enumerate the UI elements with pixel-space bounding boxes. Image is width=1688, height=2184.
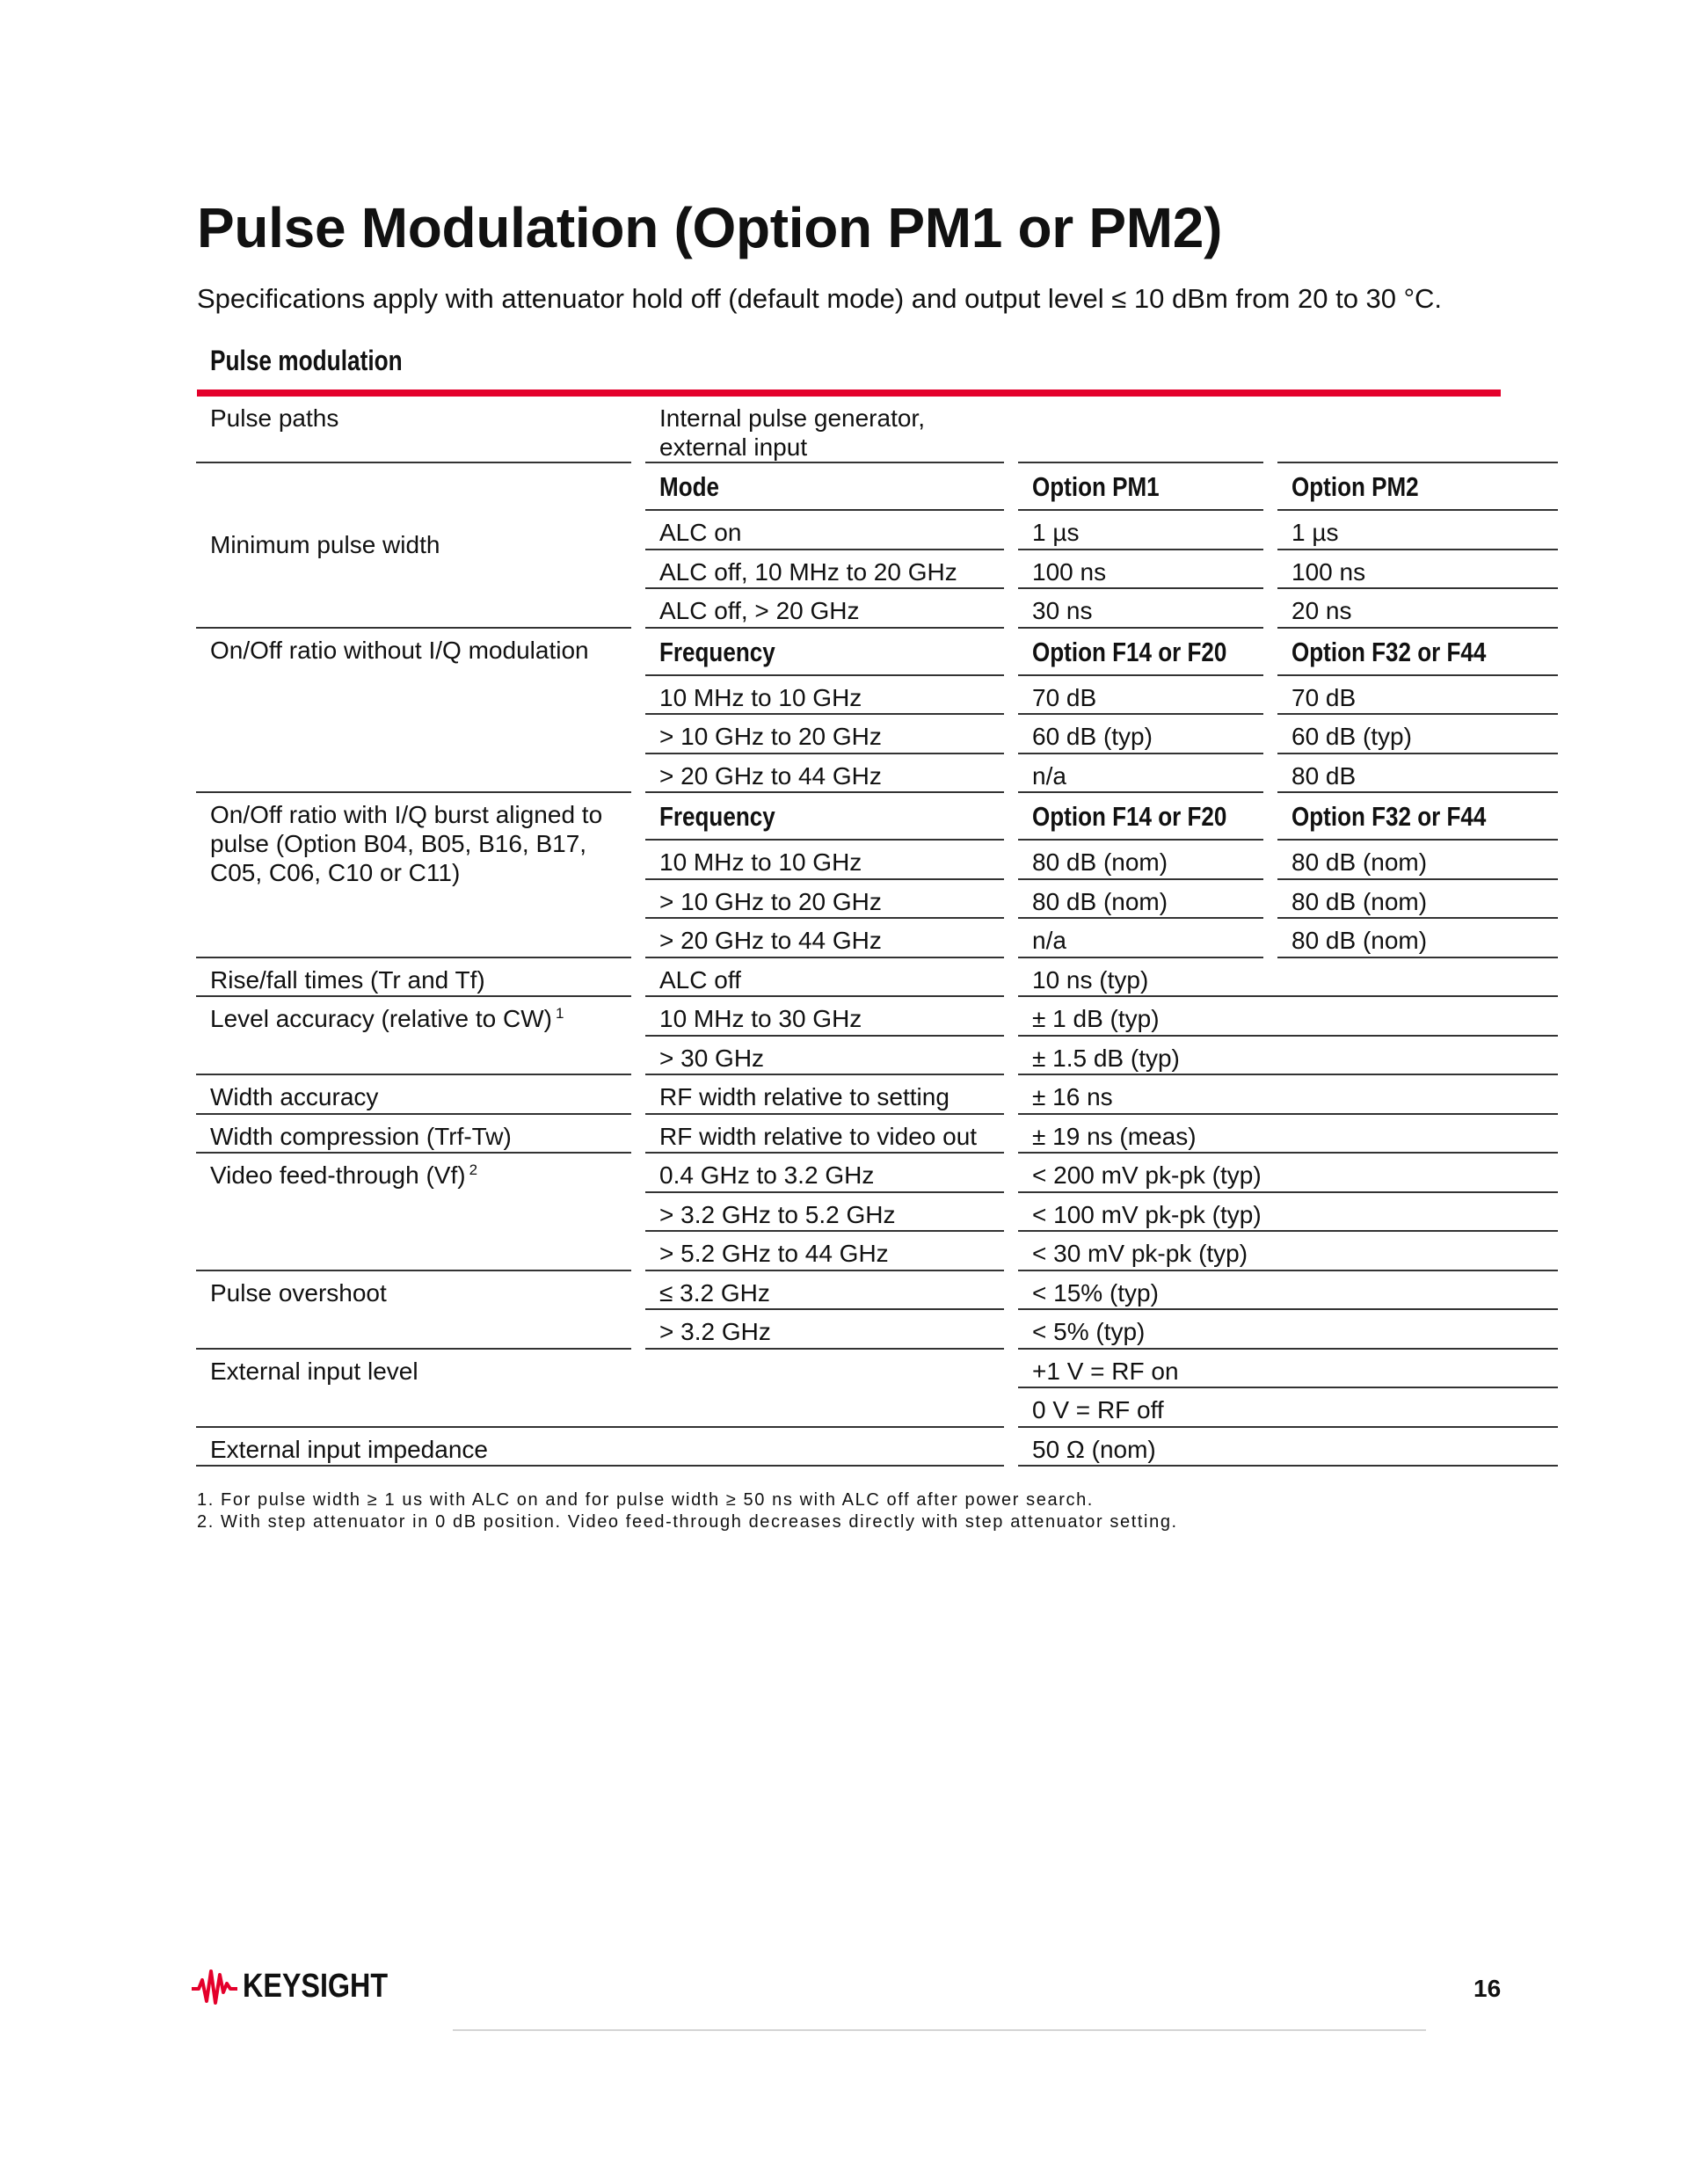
- row-label: [196, 629, 631, 794]
- cell-text: 10 MHz to 10 GHz: [659, 848, 862, 876]
- cell-text: > 20 GHz to 44 GHz: [659, 927, 882, 954]
- cell-text: < 100 mV pk-pk (typ): [1032, 1200, 1262, 1228]
- table-cell: [1277, 397, 1558, 463]
- table-row: [196, 629, 1558, 676]
- footnote-2: 2. With step attenuator in 0 dB position. Video feed-through decreases directly with step attenuator setting.: [197, 1512, 1178, 1532]
- table-cell: [645, 1193, 1004, 1233]
- cell-text: ALC off, > 20 GHz: [659, 597, 860, 624]
- cell-text: > 10 GHz to 20 GHz: [659, 887, 882, 915]
- table-row: [196, 1428, 1558, 1467]
- table-cell: [1277, 841, 1558, 880]
- row-label: [196, 958, 631, 998]
- table-cell: [1018, 1075, 1558, 1115]
- cell-text: 20 ns: [1291, 597, 1352, 624]
- column-header: [1277, 463, 1558, 511]
- cell-text: Video feed-through (Vf): [210, 1161, 466, 1189]
- row-label: [196, 1115, 631, 1154]
- cell-text: Option PM1: [1032, 471, 1160, 502]
- cell-text: ± 19 ns (meas): [1032, 1122, 1197, 1150]
- table-cell: [645, 589, 1004, 629]
- table-cell: [645, 550, 1004, 590]
- cell-text: Minimum pulse width: [210, 531, 440, 559]
- row-label: [196, 463, 631, 629]
- cell-text: 10 ns (typ): [1032, 965, 1149, 994]
- table-cell: [1018, 715, 1263, 754]
- row-label: [196, 397, 631, 463]
- cell-text: 10 MHz to 10 GHz: [659, 683, 862, 711]
- table-row: [196, 463, 1558, 511]
- row-label: [196, 1271, 631, 1350]
- table-row: [196, 397, 1558, 463]
- cell-text: > 10 GHz to 20 GHz: [659, 723, 882, 750]
- cell-text: 1 µs: [1291, 519, 1339, 546]
- cell-text: 80 dB: [1291, 761, 1357, 790]
- table-cell: [1018, 550, 1263, 590]
- table-cell: [1018, 397, 1263, 463]
- row-label: [196, 1075, 631, 1115]
- table-cell: [1018, 1154, 1558, 1193]
- table-row: [196, 958, 1558, 998]
- table-cell: [1018, 1350, 1558, 1389]
- table-cell: [645, 1075, 1004, 1115]
- cell-text: > 5.2 GHz to 44 GHz: [659, 1240, 889, 1267]
- cell-text: 80 dB (nom): [1032, 848, 1168, 876]
- cell-text: 50 Ω (nom): [1032, 1435, 1156, 1463]
- table-cell: [1277, 880, 1558, 920]
- table-row: [196, 1075, 1558, 1115]
- cell-text: Pulse overshoot: [210, 1278, 387, 1307]
- table-cell: [645, 715, 1004, 754]
- footnotes: [197, 1489, 1178, 1533]
- column-header: [1277, 793, 1558, 841]
- table-cell: [1018, 1310, 1558, 1350]
- cell-text: 70 dB: [1291, 683, 1357, 711]
- table-cell: [645, 1232, 1004, 1271]
- cell-text: Option F32 or F44: [1291, 801, 1487, 832]
- table-cell: [1277, 589, 1558, 629]
- column-header: [645, 463, 1004, 511]
- cell-text: < 200 mV pk-pk (typ): [1032, 1161, 1262, 1189]
- cell-text: Frequency: [659, 636, 775, 667]
- table-cell: [645, 958, 1004, 998]
- table-cell: [645, 1271, 1004, 1311]
- cell-text: 1 µs: [1032, 519, 1080, 546]
- table-row: [196, 1271, 1558, 1311]
- cell-text: 100 ns: [1032, 557, 1107, 586]
- table-row: [196, 1350, 1558, 1389]
- cell-text: 30 ns: [1032, 597, 1093, 624]
- table-cell: [1018, 676, 1263, 716]
- footnote-ref: 1: [556, 1005, 564, 1022]
- column-header: [1018, 793, 1263, 841]
- cell-text: 80 dB (nom): [1032, 887, 1168, 915]
- cell: [645, 397, 1004, 463]
- table-cell: [1018, 1388, 1558, 1428]
- keysight-logo: [190, 1966, 413, 2006]
- cell-text: Option F14 or F20: [1032, 801, 1227, 832]
- cell-text: External input level: [210, 1357, 418, 1385]
- cell-text: n/a: [1032, 927, 1066, 954]
- table-row: [196, 997, 1558, 1037]
- cell-text: ALC on: [659, 519, 742, 546]
- cell-text: < 15% (typ): [1032, 1278, 1159, 1307]
- cell-text: ≤ 3.2 GHz: [659, 1278, 770, 1307]
- keysight-wave-icon: [190, 1966, 239, 2006]
- cell-text: +1 V = RF on: [1032, 1357, 1179, 1385]
- cell-text: ± 16 ns: [1032, 1083, 1113, 1110]
- cell-text: 80 dB (nom): [1291, 848, 1428, 876]
- cell-text: n/a: [1032, 761, 1066, 790]
- table-cell: [1018, 841, 1263, 880]
- table-cell: [645, 919, 1004, 958]
- table-cell: [645, 1310, 1004, 1350]
- table-row: [196, 1115, 1558, 1154]
- table-cell: [645, 1037, 1004, 1076]
- row-label: [196, 1350, 1004, 1428]
- column-header: [1277, 629, 1558, 676]
- cell-text: Level accuracy (relative to CW): [210, 1005, 553, 1032]
- cell-text: ALC off, 10 MHz to 20 GHz: [659, 557, 957, 586]
- cell-text: Internal pulse generator, external input: [659, 404, 925, 461]
- cell-text: RF width relative to video out: [659, 1122, 978, 1150]
- cell-text: > 20 GHz to 44 GHz: [659, 761, 882, 790]
- cell-text: Width compression (Trf-Tw): [210, 1122, 512, 1150]
- column-header: [1018, 629, 1263, 676]
- cell-text: 0.4 GHz to 3.2 GHz: [659, 1161, 875, 1189]
- cell-text: ± 1 dB (typ): [1032, 1005, 1160, 1032]
- cell-text: < 5% (typ): [1032, 1318, 1146, 1345]
- cell-text: 80 dB (nom): [1291, 887, 1428, 915]
- table-cell: [1277, 919, 1558, 958]
- table-cell: [1277, 715, 1558, 754]
- table-row: [196, 1154, 1558, 1193]
- table-cell: [645, 511, 1004, 550]
- table-row: [196, 793, 1558, 841]
- table-cell: [1277, 550, 1558, 590]
- table-cell: [1018, 1271, 1558, 1311]
- table-cell: [645, 841, 1004, 880]
- column-header: [645, 793, 1004, 841]
- cell-text: External input impedance: [210, 1435, 488, 1463]
- column-header: [645, 629, 1004, 676]
- page-subtitle: Specifications apply with attenuator hold off (default mode) and output level ≤ 10 dBm from 20 to 30 °C.: [197, 283, 1443, 314]
- cell-text: < 30 mV pk-pk (typ): [1032, 1240, 1248, 1267]
- cell-text: 70 dB: [1032, 683, 1097, 711]
- table-cell: [1018, 958, 1558, 998]
- cell-text: > 30 GHz: [659, 1044, 765, 1072]
- logo-text: KEYSIGHT: [243, 1967, 389, 2005]
- cell-text: Mode: [659, 471, 719, 502]
- cell-text: Width accuracy: [210, 1083, 379, 1110]
- table-cell: [1277, 676, 1558, 716]
- table-cell: [1018, 1193, 1558, 1233]
- table-cell: [1018, 511, 1263, 550]
- table-cell: [1018, 1115, 1558, 1154]
- cell-text: 100 ns: [1291, 557, 1366, 586]
- footnote-ref: 2: [469, 1161, 478, 1178]
- spec-table-container: [182, 397, 1516, 1467]
- cell-text: > 3.2 GHz to 5.2 GHz: [659, 1200, 896, 1228]
- cell-text: On/Off ratio without I/Q modulation: [210, 636, 589, 664]
- table-cell: [645, 997, 1004, 1037]
- cell-text: 0 V = RF off: [1032, 1396, 1164, 1423]
- cell-text: Option F14 or F20: [1032, 636, 1227, 667]
- table-cell: [1018, 589, 1263, 629]
- table-cell: [645, 880, 1004, 920]
- table-cell: [1018, 1037, 1558, 1076]
- footnote-1: 1. For pulse width ≥ 1 us with ALC on and for pulse width ≥ 50 ns with ALC off after power search.: [197, 1490, 1094, 1510]
- cell-text: 60 dB (typ): [1291, 723, 1412, 750]
- cell-text: On/Off ratio with I/Q burst aligned to pulse (Option B04, B05, B16, B17, C05, C06, C10 or C11): [210, 801, 603, 886]
- table-cell: [1018, 1428, 1558, 1467]
- cell-text: ± 1.5 dB (typ): [1032, 1044, 1180, 1072]
- row-label: [196, 1154, 631, 1271]
- table-cell: [645, 754, 1004, 794]
- pulse-modulation-spec-table: [182, 397, 1572, 1467]
- table-cell: [1018, 919, 1263, 958]
- cell-text: Frequency: [659, 801, 775, 832]
- cell-text: 10 MHz to 30 GHz: [659, 1005, 862, 1032]
- page-number: 16: [1473, 1975, 1502, 2002]
- cell-text: Rise/fall times (Tr and Tf): [210, 965, 485, 994]
- cell-text: RF width relative to setting: [659, 1083, 950, 1110]
- table-cell: [645, 1115, 1004, 1154]
- page-title: Pulse Modulation (Option PM1 or PM2): [197, 196, 1223, 259]
- cell-text: > 3.2 GHz: [659, 1318, 771, 1345]
- table-cell: [1018, 880, 1263, 920]
- table-cell: [1018, 754, 1263, 794]
- cell-text: Option F32 or F44: [1291, 636, 1487, 667]
- table-cell: [645, 1154, 1004, 1193]
- column-header: [1018, 463, 1263, 511]
- table-cell: [645, 676, 1004, 716]
- table-cell: [1018, 1232, 1558, 1271]
- cell-text: Pulse paths: [210, 404, 339, 432]
- row-label: [196, 793, 631, 958]
- cell-text: 80 dB (nom): [1291, 927, 1428, 954]
- cell-text: ALC off: [659, 965, 741, 994]
- footer-divider: [453, 2029, 1426, 2031]
- table-cell: [1277, 511, 1558, 550]
- row-label: [196, 997, 631, 1075]
- cell-text: 60 dB (typ): [1032, 723, 1153, 750]
- row-label: [196, 1428, 1004, 1467]
- table-cell: [1018, 997, 1558, 1037]
- table-cell: [1277, 754, 1558, 794]
- section-divider: [197, 389, 1501, 397]
- section-heading: Pulse modulation: [210, 345, 403, 376]
- cell-text: Option PM2: [1291, 471, 1419, 502]
